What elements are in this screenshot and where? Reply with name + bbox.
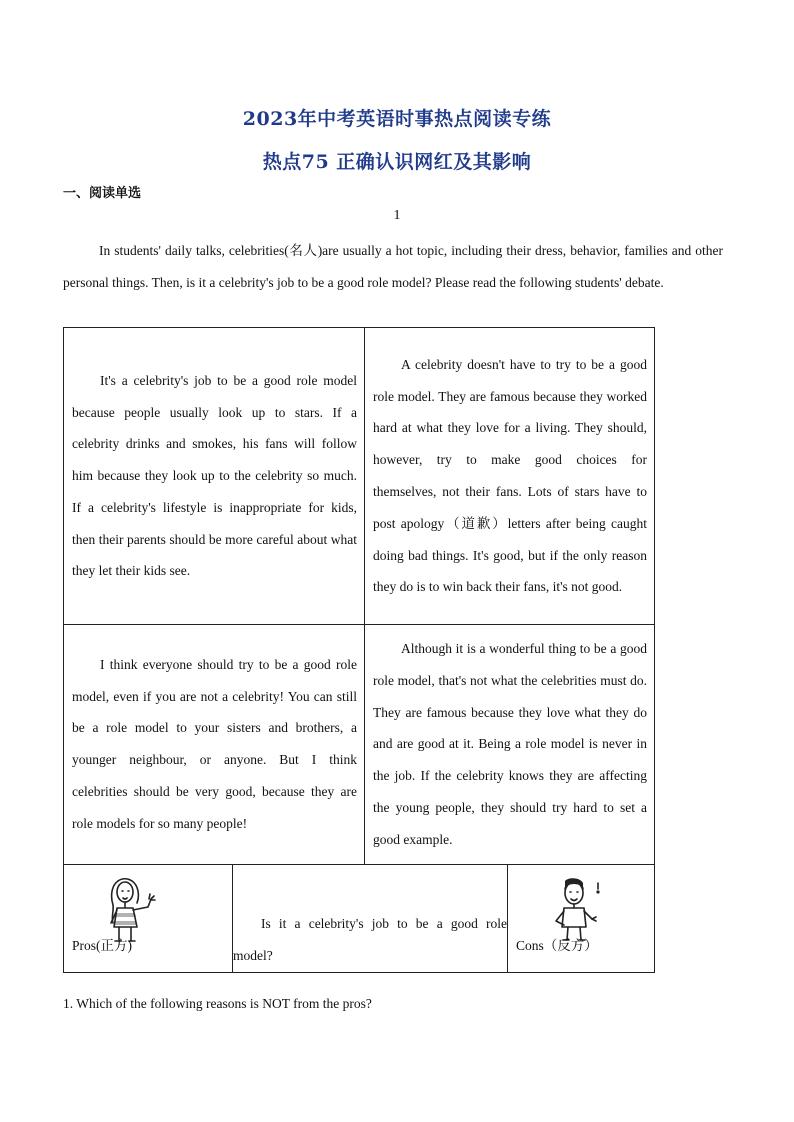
pro-opinion-2: I think everyone should try to be a good role model, even if you are not a celebrity! You can still be a role model to your sisters and brothers, a younger neighbour, or anyone. But I think celebrities should be very good, because they are role models for so many people!: [72, 656, 357, 831]
pros-figure-cell: [64, 864, 233, 972]
con-opinion-2: Although it is a wonderful thing to be a good role model, that's not what the celebrities must do. They are famous because they love what they do and are good at it. Being a role model is never in the job. If the celebrity knows they are affecting the young people, they should try hard to set a good example.: [373, 641, 648, 847]
con-opinion-2-cell: [365, 625, 655, 865]
passage-number: 1: [393, 208, 401, 223]
section-heading: 一、阅读单选: [63, 186, 142, 201]
debate-table: [63, 327, 655, 973]
pro-opinion-1-cell: [64, 328, 365, 625]
debate-question-cell: [233, 864, 508, 972]
con-opinion-1-cell: [365, 328, 655, 625]
document-title: 2023年中考英语时事热点阅读专练: [242, 108, 552, 130]
pro-opinion-1: It's a celebrity's job to be a good role model because people usually look up to stars. If a celebrity drinks and smokes, his fans will follow him because they look up to the celebrity so much. If a celebrity's lifestyle is inappropriate for kids, then their parents should be more careful about what they let their kids see.: [72, 372, 357, 579]
pros-label: Pros(正方): [72, 937, 132, 953]
pro-opinion-2-cell: [64, 625, 365, 865]
cons-figure-cell: [508, 864, 655, 972]
question-1: 1. Which of the following reasons is NOT from the pros?: [63, 996, 372, 1011]
con-opinion-1: A celebrity doesn't have to try to be a good role model. They are famous because they worked hard at what they love for a living. They should, however, try to make good choices for themselves, not their fans. Lots of stars have to post apology（道歉）letters after being caught doing bad things. It's good, but if the only reason they do is to win back their fans, it's not good.: [373, 356, 648, 595]
intro-paragraph: In students' daily talks, celebrities(名人)are usually a hot topic, including their dress, behavior, families and other personal things. Then, is it a celebrity's job to be a good role model? Please read the following students' debate.: [63, 243, 723, 290]
debate-question: Is it a celebrity's job to be a good role model?: [233, 915, 507, 963]
document-subtitle: 热点75 正确认识网红及其影响: [262, 151, 532, 173]
cons-label: Cons（反方）: [516, 937, 598, 953]
